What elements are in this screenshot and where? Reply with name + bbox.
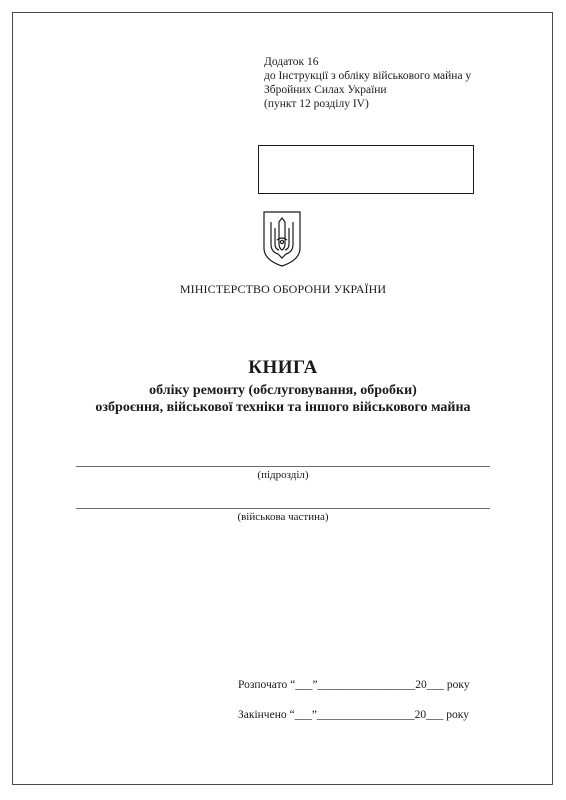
appendix-line-2: до Інструкції з обліку військового майна у	[264, 70, 472, 82]
book-title: КНИГА	[248, 357, 318, 378]
ministry-name: МІНІСТЕРСТВО ОБОРОНИ УКРАЇНИ	[179, 282, 387, 296]
unit-caption: (підрозділ)	[257, 469, 309, 481]
started-date-line: Розпочато “___”_________________20___ року	[238, 679, 470, 691]
appendix-note	[264, 55, 524, 111]
appendix-line-4: (пункт 12 розділу ІV)	[264, 98, 369, 110]
book-subtitle-line-2: озброєння, військової техніки та іншого військового майна	[95, 400, 471, 415]
unit-fill-line[interactable]	[76, 466, 490, 467]
book-subtitle-line-1: обліку ремонту (обслуговування, обробки)	[149, 383, 417, 398]
appendix-line-3: Збройних Силах України	[264, 84, 387, 96]
registration-stamp-box	[258, 145, 474, 194]
military-unit-fill-line[interactable]	[76, 508, 490, 509]
book-subtitle	[0, 382, 566, 416]
military-unit-caption: (військова частина)	[237, 511, 329, 523]
finished-date-line: Закінчено “___”_________________20___ року	[238, 709, 469, 721]
trident-coat-of-arms-icon	[262, 210, 302, 268]
appendix-line-1: Додаток 16	[264, 56, 319, 68]
